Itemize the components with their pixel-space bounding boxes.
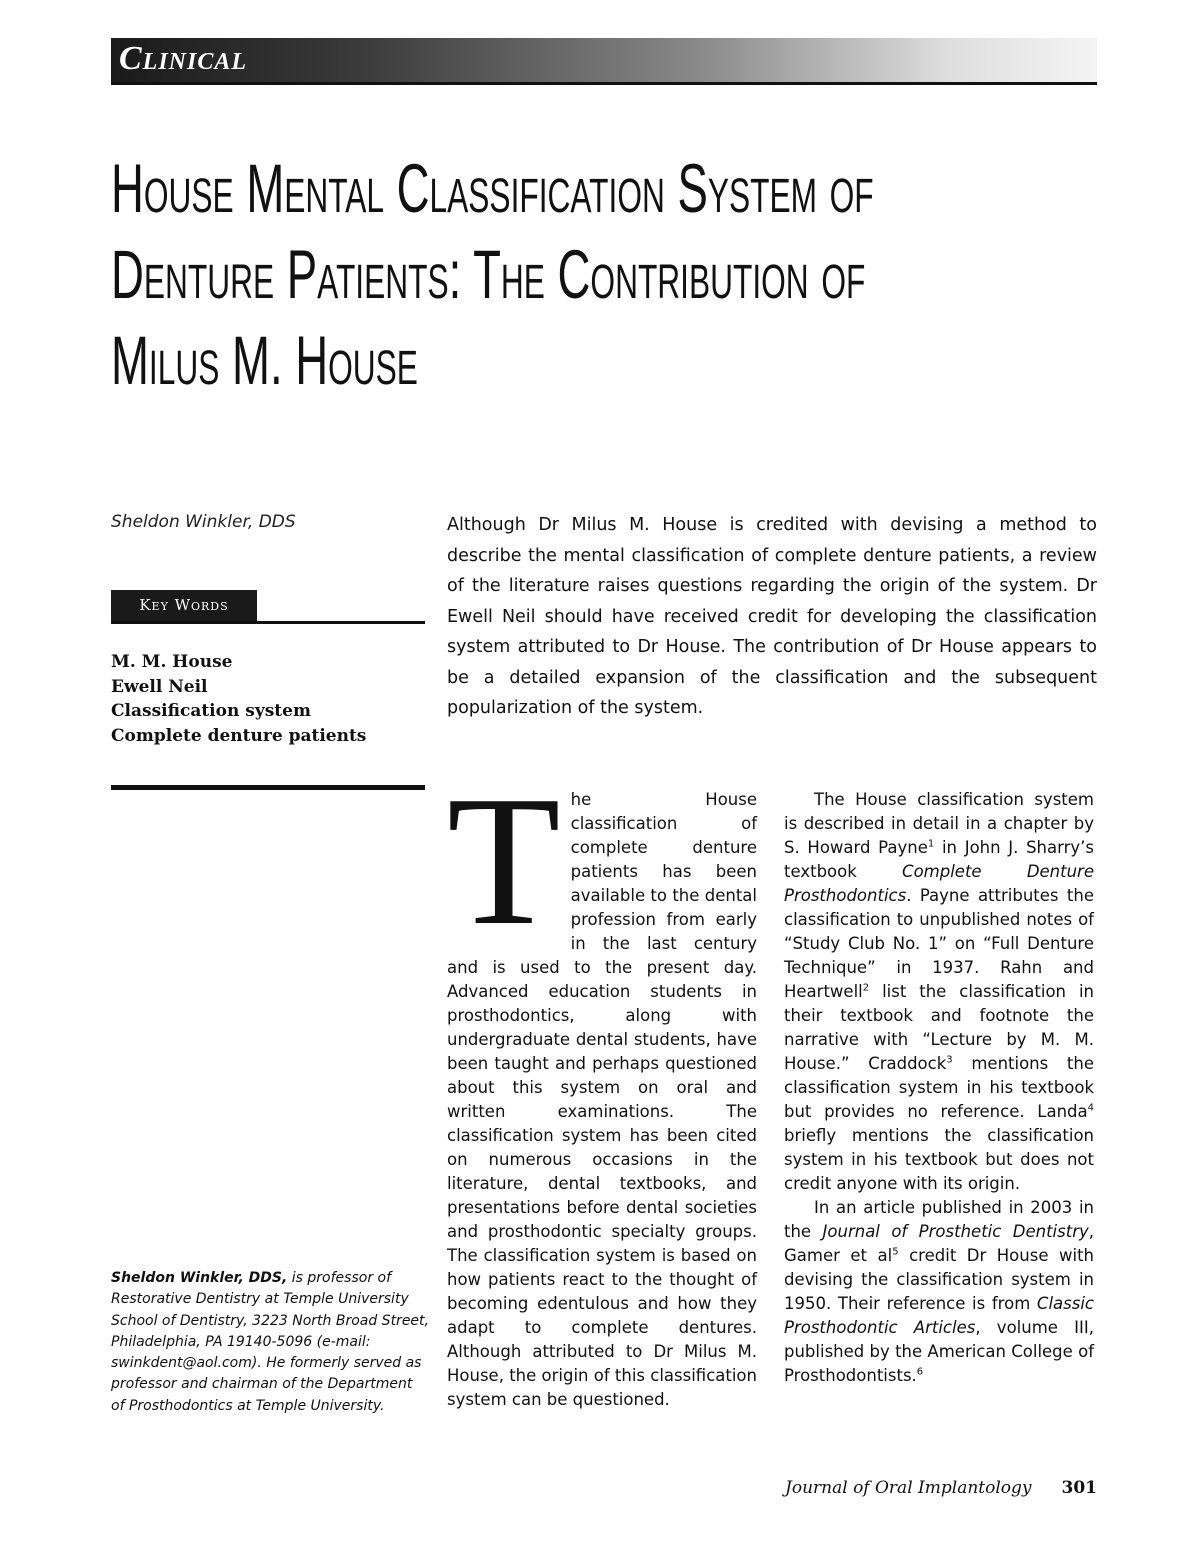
article-title (111, 146, 1101, 404)
drop-cap: T (447, 758, 561, 964)
book-title: Complete Denture Prosthodontics (784, 862, 1094, 905)
text-run: In an article published in 2003 in the (784, 1198, 1094, 1241)
section-header-bar (111, 38, 1097, 85)
book-title: Classic Prosthodontic Articles (784, 1294, 1094, 1337)
page-footer (785, 1478, 1097, 1498)
author-byline: Sheldon Winkler, DDS (111, 512, 296, 532)
keyword-item: Ewell Neil (111, 676, 208, 697)
keyword-item: Complete denture patients (111, 725, 367, 746)
journal-name: Journal of Oral Implantology (785, 1478, 1032, 1498)
page-number: 301 (1061, 1478, 1097, 1498)
author-bio (111, 1268, 429, 1417)
keywords-label: Key Words (111, 590, 257, 621)
text-run: , Gamer et al (784, 1222, 1094, 1265)
title-line-2: Denture Patients: The Contribution of (111, 236, 866, 313)
keyword-item: Classification system (111, 701, 311, 721)
text-run: The House classification system is described in detail in a chapter by S. Howard Payne (784, 790, 1094, 857)
reference-5: 5 (892, 1246, 899, 1258)
reference-1: 1 (927, 838, 935, 850)
journal-title: Journal of Prosthetic Dentistry (822, 1222, 1089, 1241)
body-paragraph-1: he House classification of complete denture patients has been available to the dental profession from early in the last century and is used to the present day. Advanced education students in prosthodontics, along with undergraduate dental students, have been taught and perhaps questioned about this system on oral and written examinations. The classification system has been cited on numerous occasions in the literature, dental textbooks, and presentations before dental societies and prosthodontic specialty groups. The classification system is based on how patients react to the thought of becoming edentulous and how they adapt to complete dentures. Although attributed to Dr Milus M. House, the origin of this classification system can be questioned. (447, 790, 757, 1409)
section-label: Clinical (119, 40, 248, 77)
keywords-header (111, 590, 425, 624)
keywords-list (111, 650, 366, 748)
body-column-2 (784, 788, 1094, 1388)
text-run: list the classification in their textbook and footnote the narrative with “Lecture by M. M. House.” Craddock (784, 982, 1094, 1073)
reference-2: 2 (862, 982, 870, 994)
title-line-1: House Mental Classification System of (111, 150, 874, 227)
abstract: Although Dr Milus M. House is credited with devising a method to describe the mental classification of complete denture patients, a review of the literature raises questions regarding the origin of the system. Dr Ewell Neil should have received credit for developing the classification system attributed to Dr House. The contribution of Dr House appears to be a detailed expansion of the classification and the subsequent popularization of the system. (447, 515, 1097, 718)
body-paragraph-2 (784, 788, 1094, 1196)
bio-name: Sheldon Winkler, DDS, (111, 1270, 288, 1286)
text-run: briefly mentions the classification system in his textbook but does not credit anyone with its origin. (784, 1126, 1094, 1193)
reference-4: 4 (1087, 1102, 1094, 1114)
body-paragraph-3 (784, 1196, 1094, 1388)
text-run: , volume III, published by the American College of Prosthodontists. (784, 1318, 1094, 1385)
text-run: . Payne attributes the classification to unpublished notes of “Study Club No. 1” on “Full Denture Technique” in 1937. Rahn and Heartwell (784, 886, 1094, 1001)
title-line-3: Milus M. House (111, 322, 418, 399)
keyword-item: M. M. House (111, 652, 233, 672)
bio-text: is professor of Restorative Dentistry at Temple University School of Dentistry, 3223 North Broad Street, Philadelphia, PA 19140-5096 (e-mail: swinkdent@aol.com). He formerly served as professor and chairman of the Department of Prosthodontics at Temple University. (111, 1270, 429, 1414)
keywords-divider (111, 785, 425, 790)
body-column-1 (447, 758, 757, 1412)
text-run: credit Dr House with devising the classification system in 1950. Their reference is from (784, 1246, 1094, 1313)
text-run: mentions the classification system in his textbook but provides no reference. Landa (784, 1054, 1094, 1121)
text-run: in John J. Sharry’s textbook (784, 838, 1095, 881)
reference-6: 6 (916, 1366, 924, 1378)
reference-3: 3 (946, 1054, 953, 1066)
